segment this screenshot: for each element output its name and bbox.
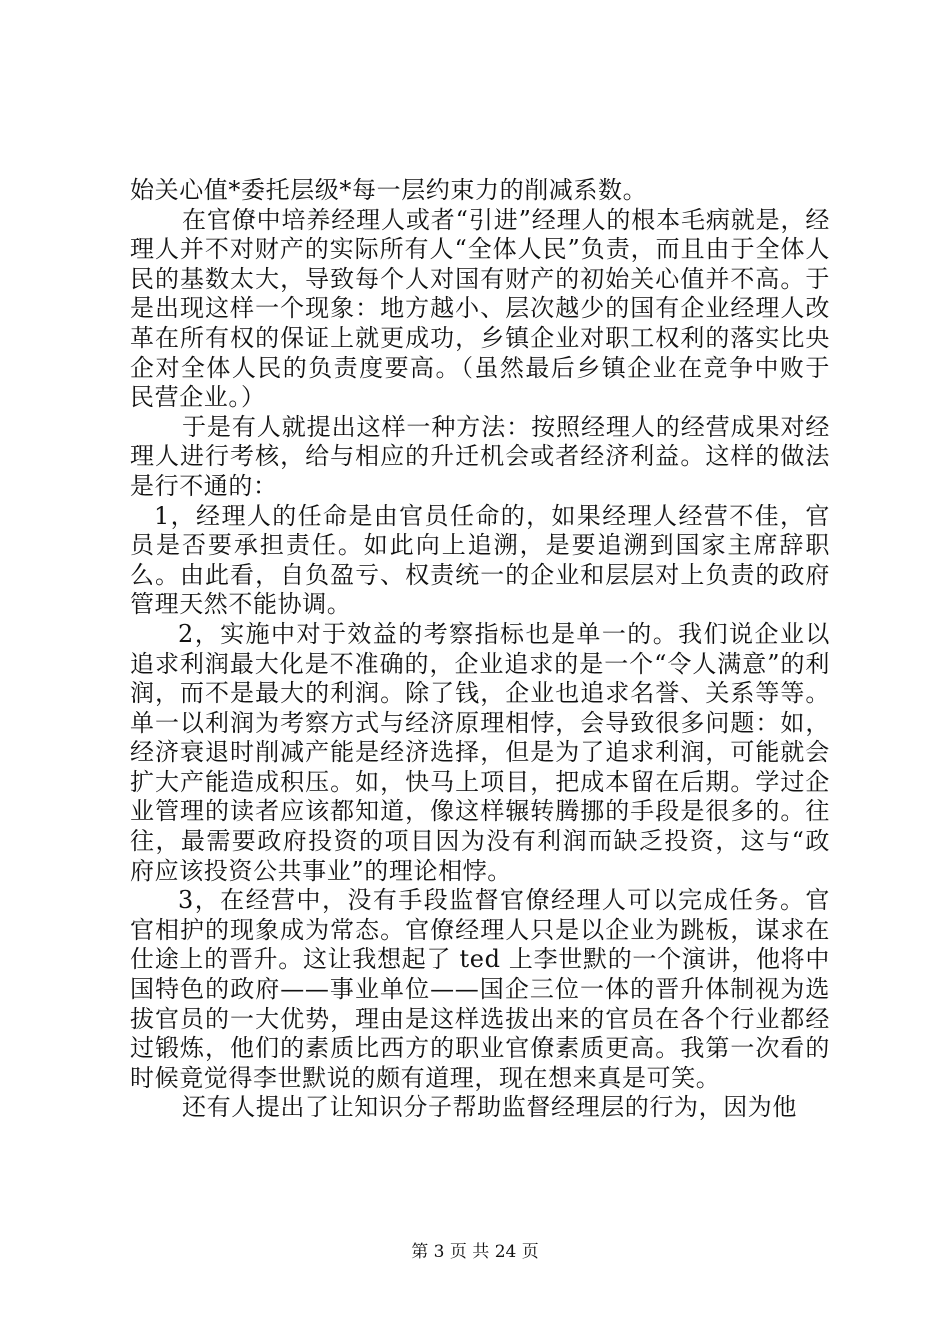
paragraph-point-3: 3，在经营中，没有手段监督官僚经理人可以完成任务。官官相护的现象成为常态。官僚经理人只是以企业为跳板，谋求在仕途上的晋升。这让我想起了 ted 上李世默的一个演讲，他将中国特色的政府——事业单位——国企三位一体的晋升体制视为选拔官员的一大优势，理由是这样选拔出来的官员在各个行业都经过锻炼，他们的素质比西方的职业官僚素质更高。我第一次看的时候竟觉得李世默说的颇有道理，现在想来真是可笑。 (130, 886, 830, 1092)
paragraph-point-1: 1，经理人的任命是由官员任命的，如果经理人经营不佳，官员是否要承担责任。如此向上追溯，是要追溯到国家主席辞职么。由此看，自负盈亏、权责统一的企业和层层对上负责的政府管理天然不能协调。 (130, 501, 830, 619)
paragraph-continuation: 始关心值*委托层级*每一层约束力的削减系数。 (130, 176, 648, 204)
paragraph-intellectuals: 还有人提出了让知识分子帮助监督经理层的行为，因为他 (182, 1093, 797, 1122)
page-number: 第 3 页 共 24 页 (411, 1242, 539, 1262)
paragraph-assessment-method: 于是有人就提出这样一种方法：按照经理人的经营成果对经理人进行考核，给与相应的升迁机会或者经济利益。这样的做法是行不通的： (130, 412, 830, 500)
paragraph-point-2: 2，实施中对于效益的考察指标也是单一的。我们说企业以追求利润最大化是不准确的，企业追求的是一个“令人满意”的利润，而不是最大的利润。除了钱，企业也追求名誉、关系等等。单一以利润为考察方式与经济原理相悖，会导致很多问题：如，经济衰退时削减产能是经济选择，但是为了追求利润，可能就会扩大产能造成积压。如，快马上项目，把成本留在后期。学过企业管理的读者应该都知道，像这样辗转腾挪的手段是很多的。往往，最需要政府投资的项目因为没有利润而缺乏投资，这与“政府应该投资公共事业”的理论相悖。 (130, 619, 830, 885)
page-footer (0, 1241, 950, 1263)
paragraph-manager-problem: 在官僚中培养经理人或者“引进”经理人的根本毛病就是，经理人并不对财产的实际所有人“全体人民”负责，而且由于全体人民的基数太大，导致每个人对国有财产的初始关心值并不高。于是出现这样一个现象：地方越小、层次越少的国有企业经理人改革在所有权的保证上就更成功，乡镇企业对职工权利的落实比央企对全体人民的负责度要高。（虽然最后乡镇企业在竞争中败于民营企业。） (130, 205, 830, 412)
document-body (130, 176, 830, 1123)
